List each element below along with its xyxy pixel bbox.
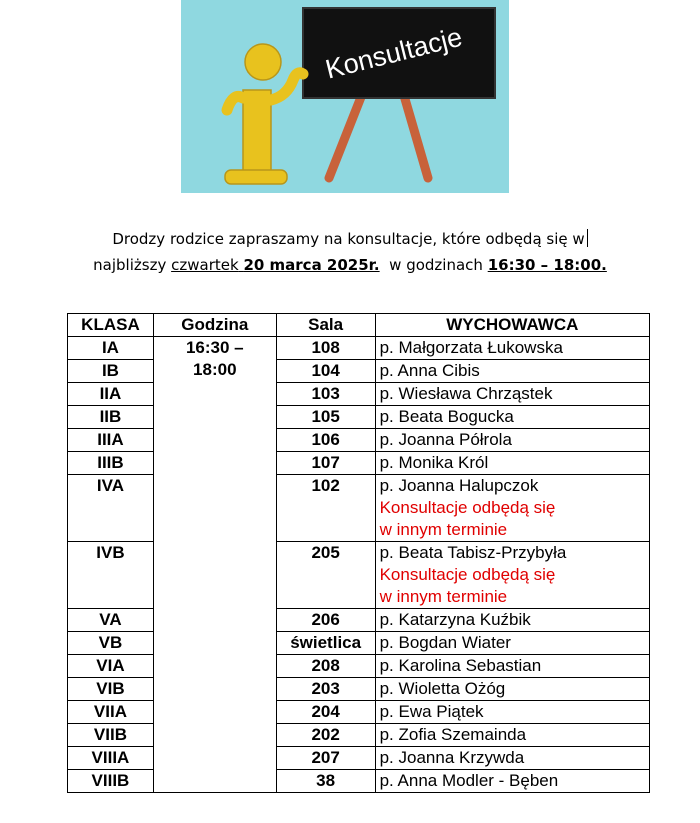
cell-godzina	[153, 337, 276, 793]
cell-sala: 103	[276, 383, 375, 406]
header-wychowawca: WYCHOWAWCA	[375, 314, 649, 337]
figure-head	[245, 44, 281, 80]
cell-sala: 204	[276, 701, 375, 724]
cell-klasa: IB	[68, 360, 154, 383]
cell-klasa: IIB	[68, 406, 154, 429]
header-klasa: KLASA	[68, 314, 154, 337]
cell-klasa: VIIB	[68, 724, 154, 747]
reschedule-note-line-1: Konsultacje odbędą się	[379, 498, 556, 517]
cell-wychowawca: p. Katarzyna Kuźbik	[375, 609, 649, 632]
cell-klasa: IIIB	[68, 452, 154, 475]
cell-klasa: VIIIA	[68, 747, 154, 770]
table-header-row	[68, 314, 650, 337]
header-sala: Sala	[276, 314, 375, 337]
cell-klasa: VIB	[68, 678, 154, 701]
cell-wychowawca	[375, 475, 649, 542]
cell-klasa: IA	[68, 337, 154, 360]
text-caret	[587, 229, 588, 247]
reschedule-note-line-2: w innym terminie	[379, 587, 508, 606]
reschedule-note-line-1: Konsultacje odbędą się	[379, 565, 556, 584]
intro-prefix: najbliższy	[93, 256, 167, 274]
cell-sala: 102	[276, 475, 375, 542]
cell-wychowawca: p. Małgorzata Łukowska	[375, 337, 649, 360]
cell-sala: 205	[276, 542, 375, 609]
wychowawca-name: p. Beata Tabisz-Przybyła	[379, 543, 567, 562]
intro-hours: 16:30 – 18:00.	[487, 256, 607, 274]
intro-line-2	[20, 252, 680, 278]
godzina-line-1: 16:30 –	[185, 338, 244, 357]
cell-wychowawca: p. Bogdan Wiater	[375, 632, 649, 655]
cell-wychowawca: p. Anna Cibis	[375, 360, 649, 383]
banner-illustration	[181, 0, 509, 193]
cell-wychowawca: p. Joanna Krzywda	[375, 747, 649, 770]
cell-wychowawca: p. Joanna Półrola	[375, 429, 649, 452]
intro-date: 20 marca 2025r.	[243, 256, 380, 274]
cell-wychowawca: p. Karolina Sebastian	[375, 655, 649, 678]
cell-sala: 104	[276, 360, 375, 383]
cell-wychowawca: p. Beata Bogucka	[375, 406, 649, 429]
intro-day: czwartek	[171, 256, 239, 274]
cell-sala: 38	[276, 770, 375, 793]
cell-klasa: VIA	[68, 655, 154, 678]
cell-klasa: VA	[68, 609, 154, 632]
cell-sala: 105	[276, 406, 375, 429]
board-text: Konsultacje	[322, 21, 466, 85]
cell-klasa: IIIA	[68, 429, 154, 452]
consultation-table	[67, 313, 650, 793]
cell-wychowawca: p. Monika Król	[375, 452, 649, 475]
cell-wychowawca: p. Zofia Szemainda	[375, 724, 649, 747]
intro-text	[20, 226, 680, 278]
cell-wychowawca: p. Ewa Piątek	[375, 701, 649, 724]
cell-klasa: VIIA	[68, 701, 154, 724]
cell-sala: 203	[276, 678, 375, 701]
cell-sala: 106	[276, 429, 375, 452]
cell-sala: 108	[276, 337, 375, 360]
cell-klasa: VB	[68, 632, 154, 655]
table-row	[68, 337, 650, 360]
cell-wychowawca: p. Anna Modler - Bęben	[375, 770, 649, 793]
cell-wychowawca: p. Wiesława Chrząstek	[375, 383, 649, 406]
intro-mid: w godzinach	[389, 256, 483, 274]
figure-base	[225, 170, 287, 184]
wychowawca-name: p. Joanna Halupczok	[379, 476, 539, 495]
cell-wychowawca: p. Wioletta Ożóg	[375, 678, 649, 701]
konsultacje-banner	[181, 0, 509, 193]
cell-klasa: IIA	[68, 383, 154, 406]
cell-wychowawca	[375, 542, 649, 609]
cell-sala: świetlica	[276, 632, 375, 655]
cell-klasa: IVB	[68, 542, 154, 609]
cell-klasa: VIIIB	[68, 770, 154, 793]
cell-sala: 202	[276, 724, 375, 747]
intro-line-1	[20, 226, 680, 252]
cell-sala: 206	[276, 609, 375, 632]
godzina-line-2: 18:00	[193, 360, 237, 379]
cell-sala: 207	[276, 747, 375, 770]
intro-line-1-text: Drodzy rodzice zapraszamy na konsultacje, które odbędą się w	[112, 230, 585, 248]
cell-sala: 107	[276, 452, 375, 475]
reschedule-note-line-2: w innym terminie	[379, 520, 508, 539]
cell-klasa: IVA	[68, 475, 154, 542]
header-godzina: Godzina	[153, 314, 276, 337]
cell-sala: 208	[276, 655, 375, 678]
